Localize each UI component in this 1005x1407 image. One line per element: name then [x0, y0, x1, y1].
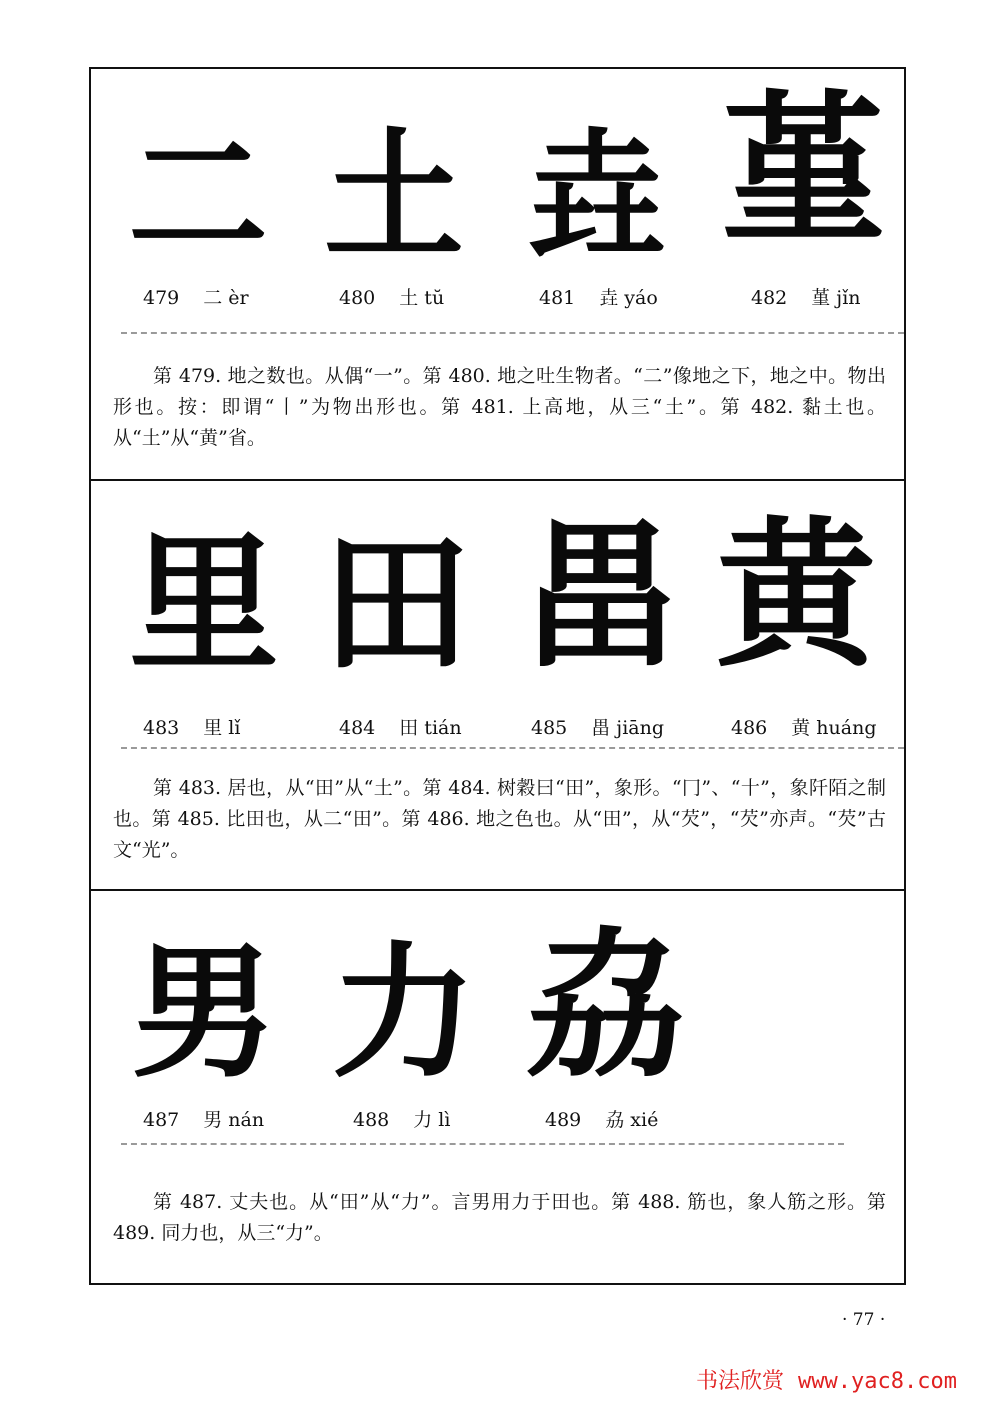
caption-label: 垚 yáo: [599, 287, 658, 309]
seal-glyph: 里: [129, 516, 280, 692]
caption: [143, 1105, 264, 1132]
caption-number: 488: [353, 1109, 390, 1131]
caption-label: 力 lì: [413, 1109, 451, 1131]
watermark-text: 书法欣赏: [696, 1369, 785, 1394]
dashed-divider: [121, 1143, 844, 1145]
seal-glyph: 堇: [721, 74, 886, 268]
caption-label: 田 tián: [399, 717, 462, 739]
caption-number: 483: [143, 717, 180, 739]
caption-number: 485: [531, 717, 568, 739]
caption: [731, 713, 877, 740]
caption-label: 劦 xié: [605, 1109, 659, 1131]
dashed-divider: [121, 747, 904, 749]
caption: [539, 283, 658, 310]
section-note: 第 487. 丈夫也。从“田”从“力”。言男用力于田也。第 488. 筋也，象人筋之形。第 489. 同力也，从三“力”。: [113, 1191, 886, 1244]
caption: [531, 713, 664, 740]
page-frame: [89, 67, 906, 1285]
section-3: [91, 889, 904, 1285]
caption-label: 堇 jǐn: [811, 287, 861, 309]
caption: [143, 713, 240, 740]
seal-glyph: 力: [331, 928, 477, 1098]
caption-label: 里 lǐ: [203, 717, 241, 739]
seal-glyph: 土: [323, 115, 464, 279]
caption: [545, 1105, 658, 1132]
caption: [751, 283, 861, 310]
caption-number: 484: [339, 717, 376, 739]
caption: [353, 1105, 450, 1132]
caption-label: 黄 huáng: [791, 717, 877, 739]
caption: [339, 713, 462, 740]
seal-glyph: 二: [127, 115, 268, 279]
page-number: · 77 ·: [842, 1310, 886, 1330]
caption-number: 481: [539, 287, 576, 309]
caption-label: 土 tŭ: [399, 287, 445, 309]
seal-glyph: 畕: [521, 501, 682, 689]
caption-number: 489: [545, 1109, 582, 1131]
watermark: [696, 1364, 957, 1395]
caption: [339, 283, 444, 310]
caption-number: 486: [731, 717, 768, 739]
caption-label: 男 nán: [203, 1109, 265, 1131]
caption-label: 二 èr: [203, 287, 249, 309]
watermark-url: www.yac8.com: [798, 1369, 957, 1394]
seal-glyph: 田: [321, 516, 472, 692]
caption: [143, 283, 249, 310]
seal-glyph: 黄: [716, 501, 877, 689]
caption-number: 479: [143, 287, 180, 309]
section-note: 第 479. 地之数也。从偶“一”。第 480. 地之吐生物者。“二”像地之下，地之中。物出形也。按：即谓“丨”为物出形也。第 481. 上高地，从三“土”。第 482. 黏土也。从“土”从“黄”省。: [113, 365, 886, 449]
section-note: 第 483. 居也，从“田”从“土”。第 484. 树穀曰“田”，象形。“冂”、“十”，象阡陌之制也。第 485. 比田也，从二“田”。第 486. 地之色也。从“田”，从“芡”，“芡”亦声。“芡”古文“光”。: [113, 777, 886, 861]
seal-glyph: 垚: [525, 115, 666, 279]
section-2: [91, 479, 904, 891]
seal-glyph: 男: [131, 928, 277, 1098]
dashed-divider: [121, 332, 904, 334]
caption-number: 487: [143, 1109, 180, 1131]
caption-number: 480: [339, 287, 376, 309]
seal-glyph: 劦: [525, 911, 686, 1099]
caption-number: 482: [751, 287, 788, 309]
caption-label: 畕 jiāng: [591, 717, 665, 739]
section-1: [91, 69, 904, 479]
